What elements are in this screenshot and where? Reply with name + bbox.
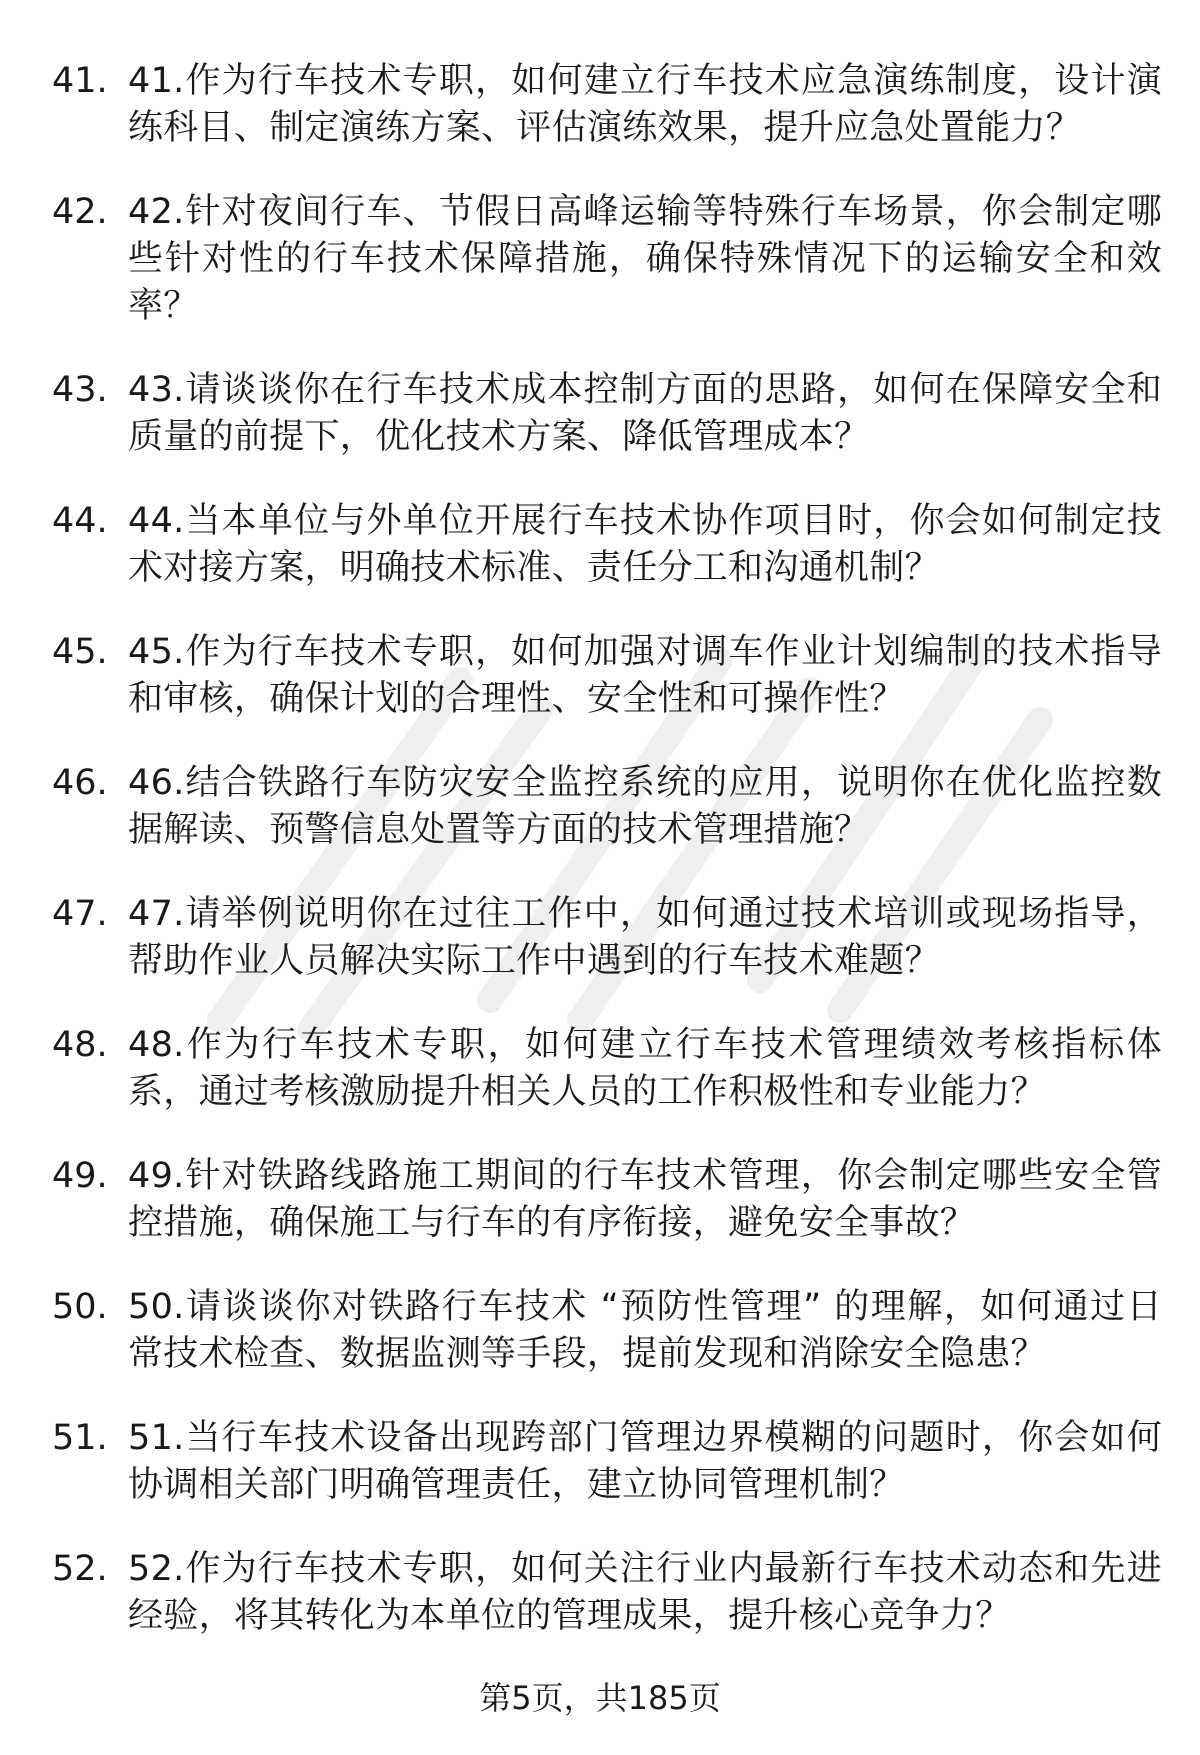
question-number: 45.	[52, 632, 108, 672]
question-number: 41.	[52, 61, 108, 101]
question-text: 42.针对夜间行车、节假日高峰运输等特殊行车场景，你会制定哪些针对性的行车技术保障措施，确保特殊情况下的运输安全和效率？	[128, 192, 1162, 326]
list-item	[52, 1284, 1162, 1378]
question-text: 50.请谈谈你对铁路行车技术 “预防性管理” 的理解，如何通过日常技术检查、数据监测等手段，提前发现和消除安全隐患？	[128, 1287, 1162, 1374]
list-item	[52, 891, 1162, 985]
question-list	[52, 58, 1162, 1677]
question-number: 48.	[52, 1025, 108, 1065]
page-footer: 第5页，共185页	[479, 1679, 721, 1717]
question-text: 46.结合铁路行车防灾安全监控系统的应用，说明你在优化监控数据解读、预警信息处置等方面的技术管理措施？	[128, 763, 1162, 850]
question-text: 43.请谈谈你在行车技术成本控制方面的思路，如何在保障安全和质量的前提下，优化技术方案、降低管理成本？	[128, 370, 1162, 457]
question-text: 47.请举例说明你在过往工作中，如何通过技术培训或现场指导，帮助作业人员解决实际工作中遇到的行车技术难题？	[128, 894, 1162, 981]
question-text: 41.作为行车技术专职，如何建立行车技术应急演练制度，设计演练科目、制定演练方案、评估演练效果，提升应急处置能力？	[128, 61, 1162, 148]
question-text: 44.当本单位与外单位开展行车技术协作项目时，你会如何制定技术对接方案，明确技术标准、责任分工和沟通机制？	[128, 501, 1162, 588]
question-number: 47.	[52, 894, 108, 934]
question-number: 43.	[52, 370, 108, 410]
list-item	[52, 760, 1162, 854]
question-text: 52.作为行车技术专职，如何关注行业内最新行车技术动态和先进经验，将其转化为本单位的管理成果，提升核心竞争力？	[128, 1549, 1162, 1636]
list-item	[52, 58, 1162, 152]
question-number: 49.	[52, 1156, 108, 1196]
list-item	[52, 629, 1162, 723]
question-text: 49.针对铁路线路施工期间的行车技术管理，你会制定哪些安全管控措施，确保施工与行车的有序衔接，避免安全事故？	[128, 1156, 1162, 1243]
list-item	[52, 1022, 1162, 1116]
question-number: 44.	[52, 501, 108, 541]
list-item	[52, 367, 1162, 461]
question-text: 51.当行车技术设备出现跨部门管理边界模糊的问题时，你会如何协调相关部门明确管理责任，建立协同管理机制？	[128, 1418, 1162, 1505]
list-item	[52, 1415, 1162, 1509]
question-number: 52.	[52, 1549, 108, 1589]
list-item	[52, 189, 1162, 330]
list-item	[52, 1153, 1162, 1247]
question-number: 51.	[52, 1418, 108, 1458]
question-number: 46.	[52, 763, 108, 803]
question-text: 45.作为行车技术专职，如何加强对调车作业计划编制的技术指导和审核，确保计划的合理性、安全性和可操作性？	[128, 632, 1162, 719]
question-text: 48.作为行车技术专职，如何建立行车技术管理绩效考核指标体系，通过考核激励提升相关人员的工作积极性和专业能力？	[128, 1025, 1162, 1112]
question-number: 50.	[52, 1287, 108, 1327]
list-item	[52, 498, 1162, 592]
question-number: 42.	[52, 192, 108, 232]
list-item	[52, 1546, 1162, 1640]
